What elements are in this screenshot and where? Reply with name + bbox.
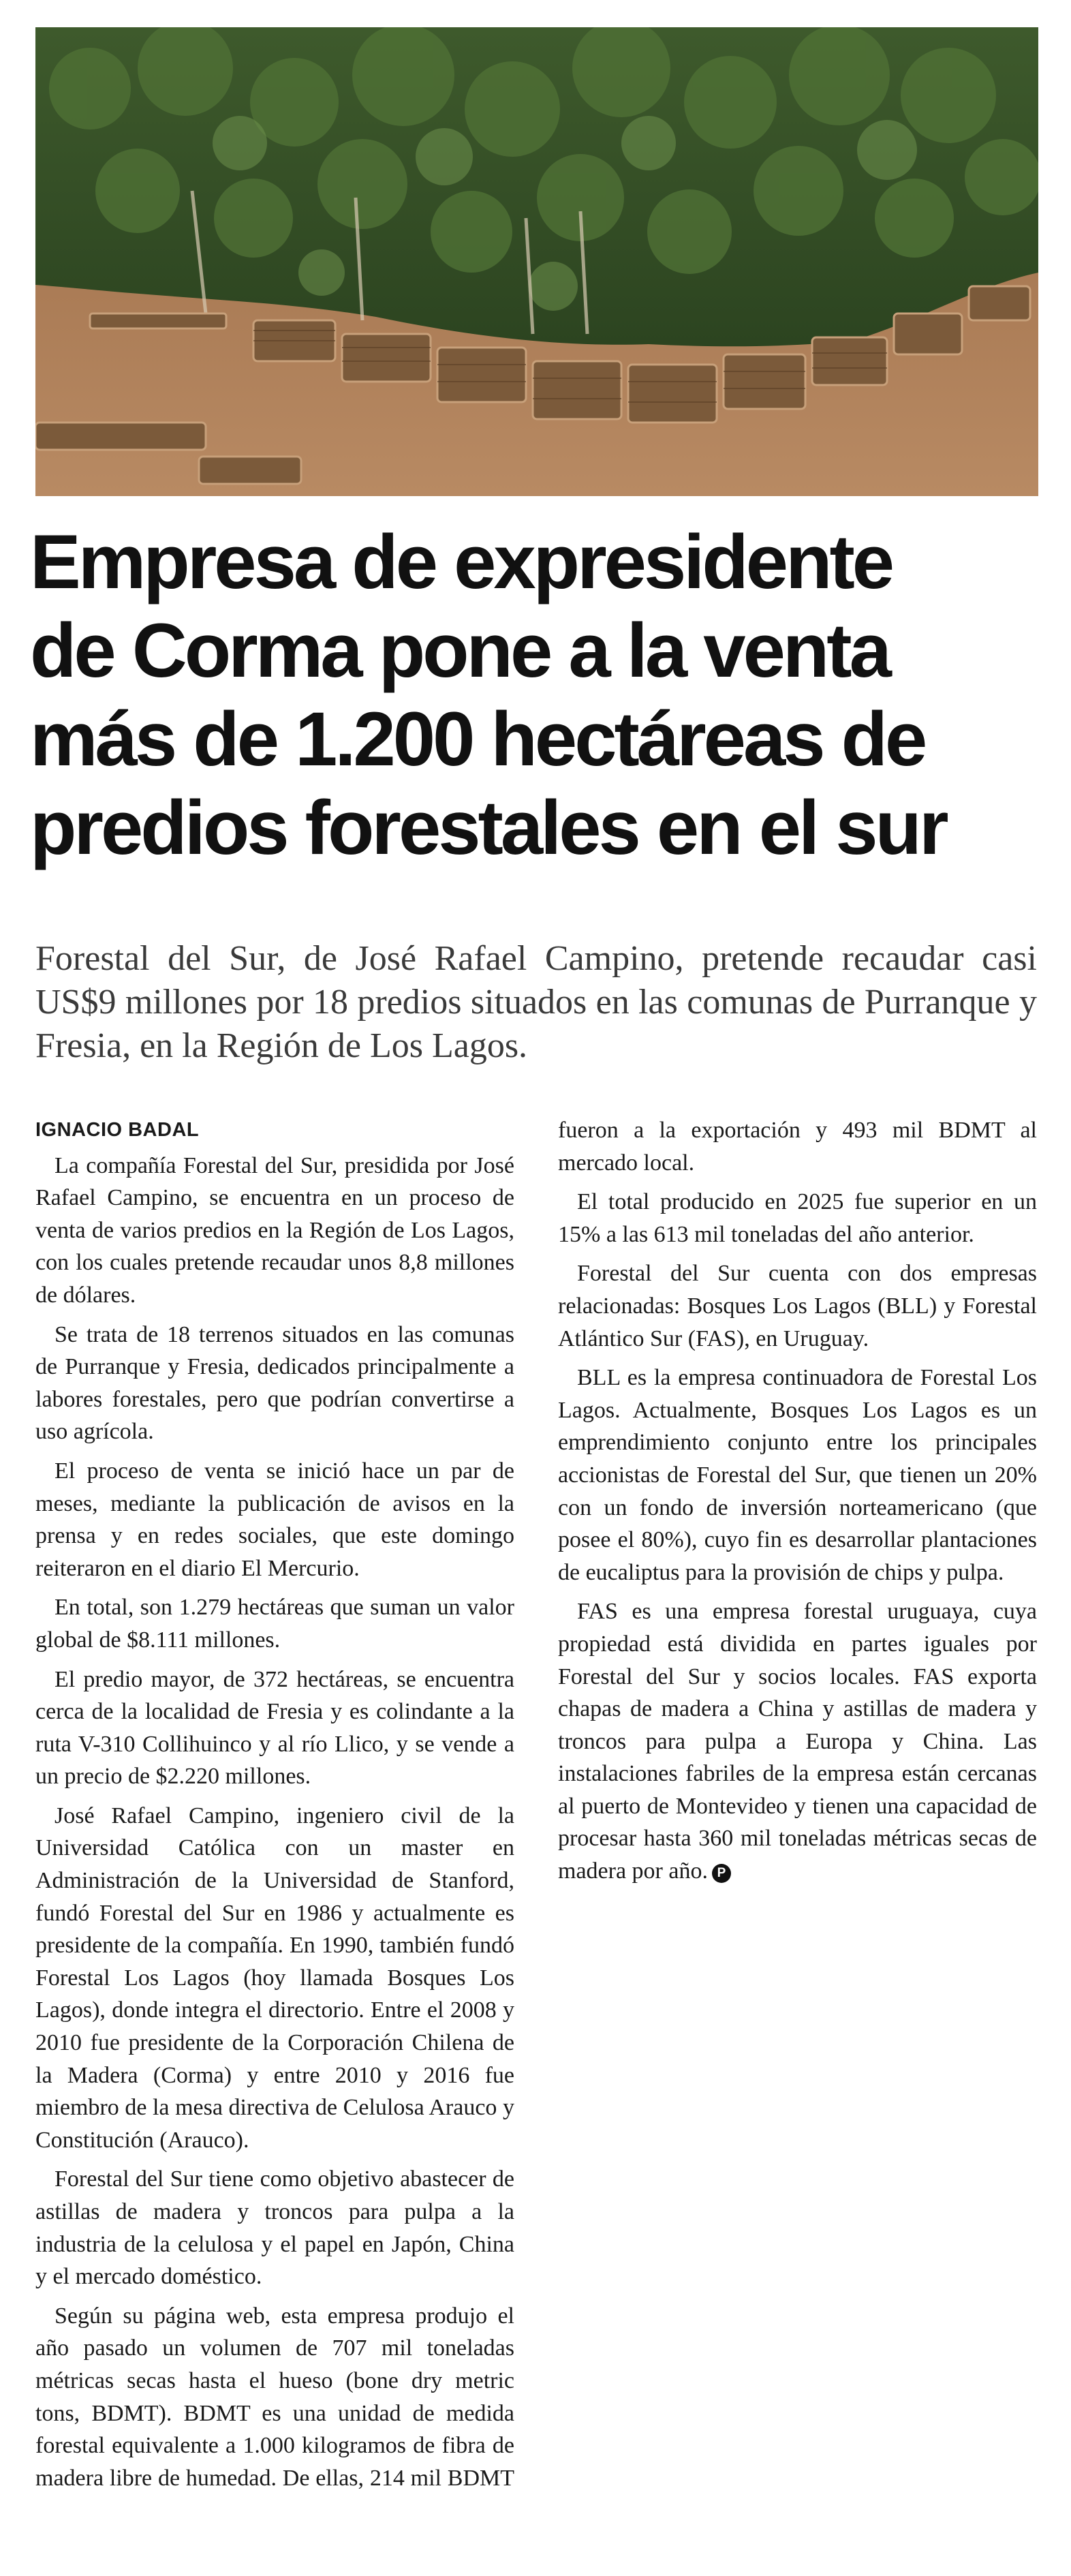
aerial-forest-image <box>35 27 1038 496</box>
paragraph: Se trata de 18 terrenos situados en las comunas de Purranque y Fresia, dedicados principalmente a labores forestales, pero que podrían convertirse a uso agrícola. <box>35 1321 514 1445</box>
paragraph: El total producido en 2025 fue superior en un 15% a las 613 mil toneladas del año anterior. <box>558 1189 1037 1247</box>
paragraph: BLL es la empresa continuadora de Forestal Los Lagos. Actualmente, Bosques Los Lagos es un emprendimiento conjunto entre los principales accionistas de Forestal del Sur, que tienen un 20% con un fondo de inversión norteamericano (que posee el 80%), cuyo fin es desarrollar plantaciones de eucaliptus para la provisión de chips y pulpa. <box>558 1365 1037 1585</box>
paragraph: José Rafael Campino, ingeniero civil de la Universidad Católica con un master en Administración de la Universidad de Stanford, fundó Forestal del Sur en 1986 y actualmente es presidente de la compañía. En 1990, también fundó Forestal Los Lagos (hoy llamada Bosques Los Lagos), donde integra el directorio. Entre el 2008 y 2010 fue presidente de la Corporación Chilena de la Madera (Corma) y entre 2010 y 2016 fue miembro de la mesa directiva de Celulosa Arauco y Constitución (Arauco). <box>35 1803 514 2153</box>
paragraph-last <box>558 1595 1037 1887</box>
paragraph: Forestal del Sur tiene como objetivo abastecer de astillas de madera y troncos para pulpa a la industria de la celulosa y el papel en Japón, China y el mercado doméstico. <box>35 2166 514 2290</box>
paragraph: El predio mayor, de 372 hectáreas, se encuentra cerca de la localidad de Fresia y es colindante a la ruta V-310 Collihuinco y al río Llico, y se vende a un precio de $2.220 millones. <box>35 1666 514 1790</box>
byline: IGNACIO BADAL <box>35 1119 200 1141</box>
article-photo <box>35 27 1038 496</box>
headline-line: de Corma pone a la venta <box>30 608 889 693</box>
paragraph-text: FAS es una empresa forestal uruguaya, cuya propiedad está dividida en partes iguales por Forestal del Sur y socios locales. FAS exporta chapas de madera a China y astillas de madera y troncos para pulpa a Europa y China. Las instalaciones fabriles de la empresa están cercanas al puerto de Montevideo y tienen una capacidad de procesar hasta 360 mil toneladas métricas secas de madera por año. <box>558 1599 1037 1884</box>
paragraph: Forestal del Sur cuenta con dos empresas relacionadas: Bosques Los Lagos (BLL) y Forestal Atlántico Sur (FAS), en Uruguay. <box>558 1261 1037 1351</box>
deck-subheadline: Forestal del Sur, de José Rafael Campino, pretende recaudar casi US$9 millones por 18 predios situados en las comunas de Purranque y Fresia, en la Región de Los Lagos. <box>35 939 1037 1065</box>
headline <box>30 518 1052 872</box>
end-mark-icon: P <box>712 1864 731 1883</box>
paragraph: La compañía Forestal del Sur, presidida por José Rafael Campino, se encuentra en un proceso de venta de varios predios en la Región de Los Lagos, con los cuales pretende recaudar unos 8,8 millones de dólares. <box>35 1152 514 1308</box>
headline-line: predios forestales en el sur <box>30 785 946 870</box>
paragraph: En total, son 1.279 hectáreas que suman un valor global de $8.111 millones. <box>35 1595 514 1653</box>
paragraph: El proceso de venta se inició hace un par de meses, mediante la publicación de avisos en la prensa y en redes sociales, que este domingo reiteraron en el diario El Mercurio. <box>35 1458 514 1581</box>
headline-line: Empresa de expresidente <box>30 519 892 604</box>
article-body <box>35 1114 1037 2559</box>
paragraph: Según su página web, esta empresa produjo el año pasado un volumen de 707 mil toneladas métricas secas hasta el hueso (bone dry metric tons, BDMT). BDMT es una unidad de medida forestal equivalente a 1.000 kilogramos de fibra de madera libre de humedad. De ellas, 214 mil BDMT fueron a la exportación y 493 mil BDMT al mercado local. <box>35 1118 1037 2491</box>
headline-line: más de 1.200 hectáreas de <box>30 696 925 782</box>
